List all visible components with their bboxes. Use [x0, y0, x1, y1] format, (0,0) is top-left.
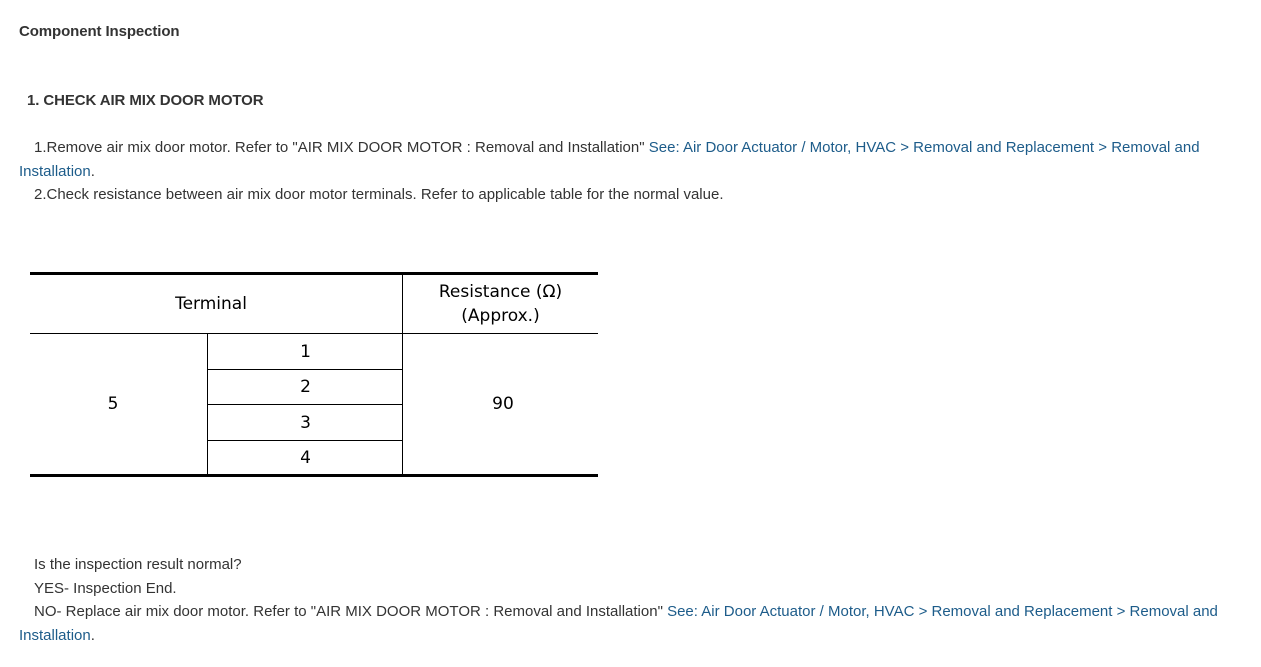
table-bottom-border [30, 474, 598, 477]
terminal-to-cell: 3 [300, 412, 311, 433]
header-resistance-approx: (Approx.) [461, 306, 540, 326]
terminal-to-cell: 1 [300, 341, 311, 362]
instruction-remove-end: . [90, 162, 95, 180]
result-no-text: NO- Replace air mix door motor. Refer to "AIR MIX DOOR MOTOR : Removal and Installation" [34, 603, 668, 620]
terminal-from-cell: 5 [107, 394, 119, 414]
instruction-remove-motor [19, 136, 1219, 183]
section-title: Component Inspection [19, 23, 180, 40]
step-title: 1. CHECK AIR MIX DOOR MOTOR [27, 92, 264, 109]
instruction-check-text: 2.Check resistance between air mix door motor terminals. Refer to applicable table for the normal value. [34, 186, 724, 203]
removal-installation-link[interactable]: See: Air Door Actuator / Motor, HVAC > Removal and Replacement > Removal and Installation [19, 603, 1218, 644]
result-question-text: Is the inspection result normal? [34, 556, 242, 573]
result-no [19, 600, 1219, 647]
result-no-end: . [90, 626, 95, 644]
terminal-to-cell: 2 [300, 377, 311, 397]
result-question [19, 553, 1219, 577]
resistance-spec-table [30, 272, 598, 477]
result-yes-text: YES- Inspection End. [34, 580, 177, 597]
removal-installation-link[interactable]: See: Air Door Actuator / Motor, HVAC > Removal and Replacement > Removal and Installation [19, 139, 1200, 180]
instruction-remove-text: 1.Remove air mix door motor. Refer to "AIR MIX DOOR MOTOR : Removal and Installation" [34, 139, 649, 156]
header-terminal: Terminal [175, 294, 247, 314]
resistance-value-cell: 90 [492, 394, 514, 414]
header-resistance-unit: Resistance (Ω) [438, 282, 563, 302]
instruction-check-resistance [19, 183, 1219, 207]
header-resistance [403, 275, 598, 333]
terminal-to-cell: 4 [300, 447, 311, 468]
result-yes [19, 577, 1219, 601]
